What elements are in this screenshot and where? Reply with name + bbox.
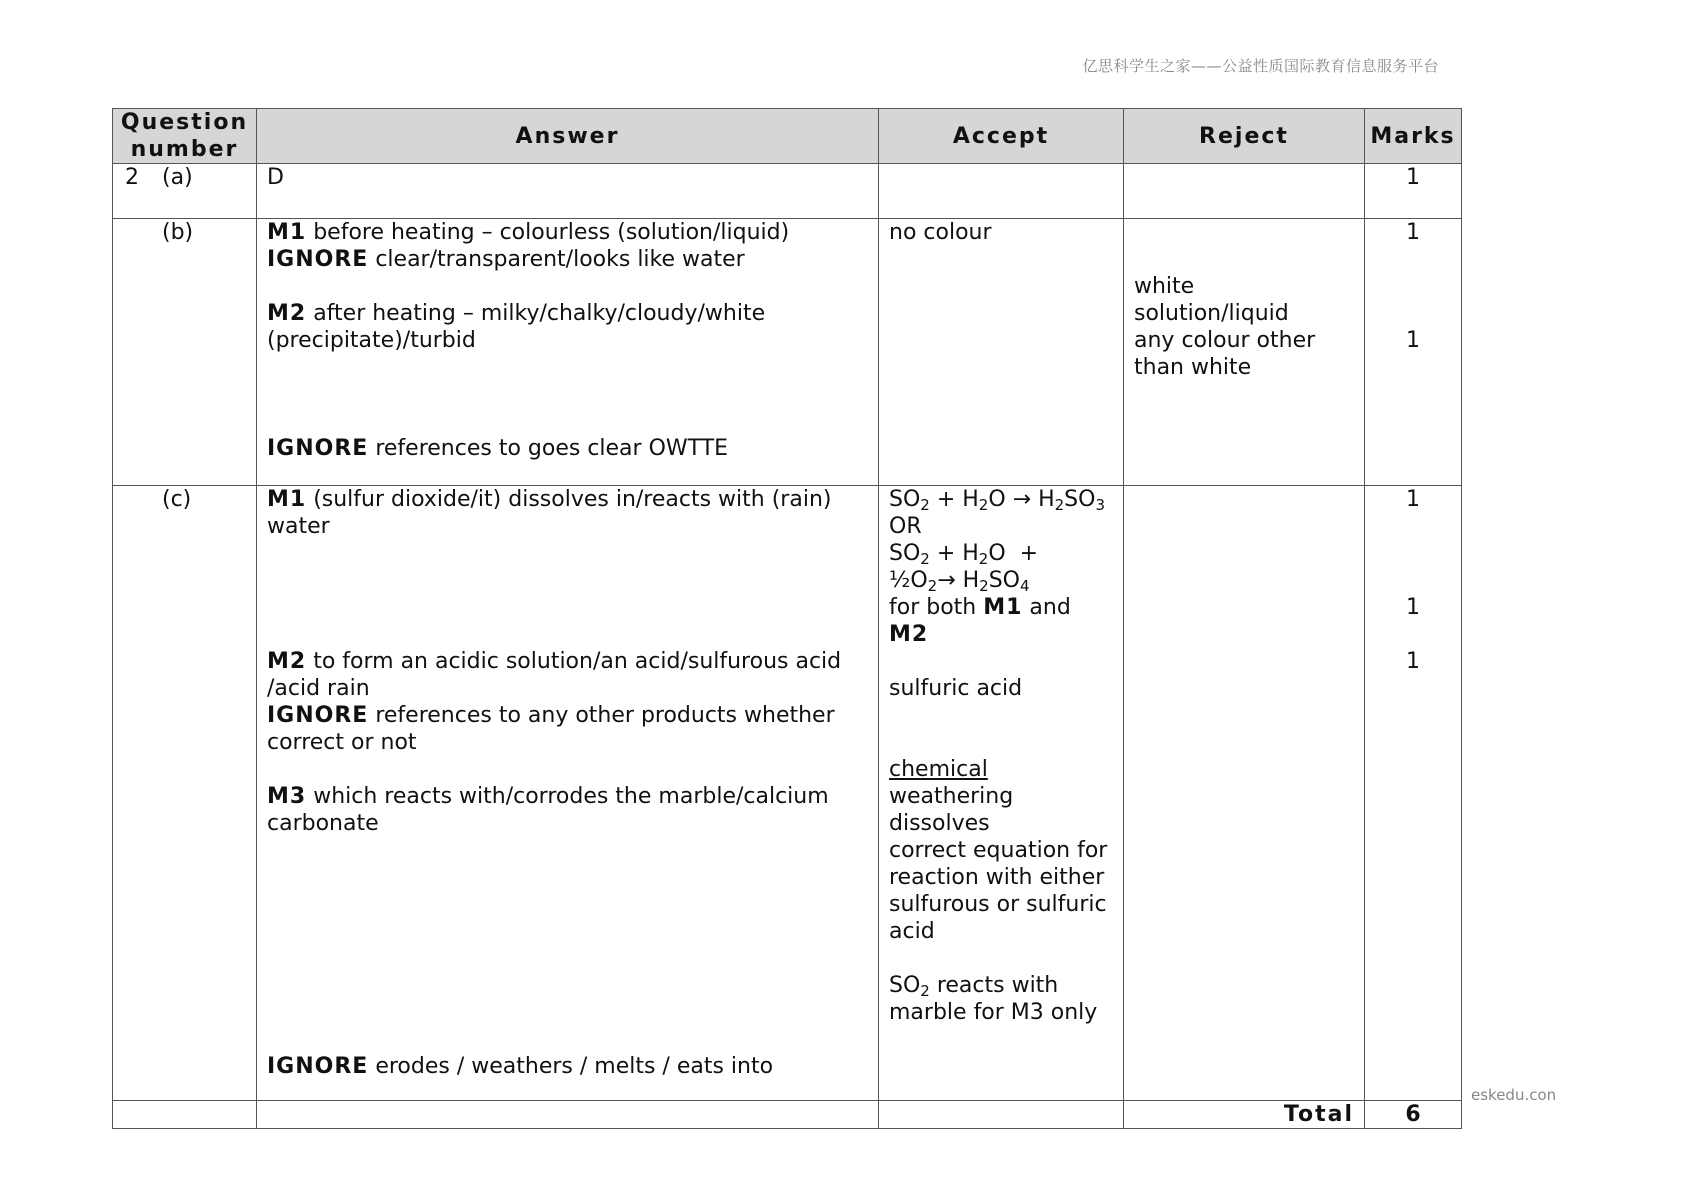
answer-line: correct or not — [267, 730, 417, 755]
mark-value: 1 — [1406, 649, 1420, 674]
header-answer: Answer — [257, 109, 879, 164]
mark-value: 1 — [1406, 220, 1420, 245]
accept-line: sulfuric acid — [889, 676, 1023, 701]
answer-line — [267, 435, 868, 462]
answer-cell-2c — [257, 486, 879, 1101]
answer-cell-2a: D — [257, 164, 879, 219]
part-label: (b) — [113, 219, 257, 486]
reject-cell-2b — [1124, 219, 1365, 486]
accept-line: $SO_2$ reacts with — [889, 973, 1059, 1000]
mark-value: 1 — [1406, 595, 1420, 620]
reject-line: solution/liquid — [1134, 301, 1289, 326]
accept-text: reacts with — [929, 973, 1059, 998]
total-empty-cell — [113, 1101, 257, 1129]
header-question-number: Question number — [113, 109, 257, 164]
answer-text: to form an acidic solution/an acid/sulfurous acid — [306, 649, 842, 674]
marker-label: M1 — [267, 220, 307, 245]
answer-line: carbonate — [267, 811, 379, 836]
total-empty-cell — [879, 1101, 1124, 1129]
accept-line: weathering — [889, 784, 1014, 809]
mark-scheme-table — [112, 108, 1462, 1129]
answer-text: before heating – colourless (solution/liquid) — [306, 220, 790, 245]
answer-line: (precipitate)/turbid — [267, 328, 476, 353]
reject-line: white — [1134, 274, 1195, 299]
reject-cell-2a — [1124, 164, 1365, 219]
ignore-label: IGNORE — [267, 703, 369, 728]
marks-cell-2a: 1 — [1365, 164, 1462, 219]
marks-cell-2c — [1365, 486, 1462, 1101]
accept-line: no colour — [889, 220, 992, 245]
question-cell-2a — [113, 164, 257, 219]
answer-line: water — [267, 514, 330, 539]
table-row-2b — [113, 219, 1462, 486]
accept-text: for both — [889, 595, 984, 620]
equation-2-part-2: $\frac{1}{2}O_2\to H_2SO_4$ — [889, 568, 1030, 595]
accept-line: reaction with either — [889, 865, 1105, 890]
reject-cell-2c — [1124, 486, 1365, 1101]
accept-line — [889, 594, 1113, 621]
answer-text: clear/transparent/looks like water — [368, 247, 745, 272]
answer-line — [267, 486, 868, 513]
equation-1: $SO_2 + H_2O \to H_2SO_3$ — [889, 487, 1105, 514]
accept-line — [889, 756, 1113, 783]
answer-text: after heating – milky/chalky/cloudy/white — [306, 301, 766, 326]
accept-cell-2a — [879, 164, 1124, 219]
header-watermark: 亿思科学生之家——公益性质国际教育信息服务平台 — [1082, 57, 1439, 75]
marker-label: M3 — [267, 784, 307, 809]
part-label: (a) — [162, 165, 193, 190]
answer-line — [267, 783, 868, 810]
header-accept: Accept — [879, 109, 1124, 164]
header-row — [113, 109, 1462, 164]
reject-line: than white — [1134, 355, 1252, 380]
total-empty-cell — [257, 1101, 879, 1129]
accept-line — [889, 621, 1113, 648]
answer-text: which reacts with/corrodes the marble/calcium — [306, 784, 829, 809]
answer-line — [267, 300, 868, 327]
total-row — [113, 1101, 1462, 1129]
marker-label: M2 — [267, 649, 307, 674]
ignore-label: IGNORE — [267, 436, 369, 461]
question-number: 2 — [125, 165, 139, 190]
answer-cell-2b — [257, 219, 879, 486]
header-marks: Marks — [1365, 109, 1462, 164]
marks-cell-2b — [1365, 219, 1462, 486]
answer-text: references to goes clear OWTTE — [368, 436, 729, 461]
side-watermark: eskedu.con — [1471, 1086, 1557, 1104]
answer-text: (sulfur dioxide/it) dissolves in/reacts with (rain) — [306, 487, 832, 512]
answer-line — [267, 246, 868, 273]
accept-cell-2c — [879, 486, 1124, 1101]
answer-line — [267, 702, 868, 729]
marker-label: M2 — [267, 301, 307, 326]
ignore-label: IGNORE — [267, 1054, 369, 1079]
answer-line — [267, 1053, 868, 1080]
header-reject: Reject — [1124, 109, 1365, 164]
reject-line: any colour other — [1134, 328, 1316, 353]
accept-cell-2b — [879, 219, 1124, 486]
accept-line: OR — [889, 514, 922, 539]
accept-line: marble for M3 only — [889, 1000, 1098, 1025]
table-row-2a — [113, 164, 1462, 219]
accept-line: acid — [889, 919, 935, 944]
answer-text: erodes / weathers / melts / eats into — [368, 1054, 774, 1079]
underlined-text: chemical — [889, 757, 988, 782]
total-label: Total — [1124, 1101, 1365, 1129]
accept-line: correct equation for — [889, 838, 1108, 863]
marker-label: M1 — [267, 487, 307, 512]
answer-line — [267, 219, 868, 246]
answer-text: references to any other products whether — [368, 703, 835, 728]
answer-line — [267, 648, 868, 675]
mark-value: 1 — [1406, 487, 1420, 512]
table-row-2c — [113, 486, 1462, 1101]
total-value: 6 — [1365, 1101, 1462, 1129]
equation-2-part-1: $SO_2 + H_2O$ + — [889, 541, 1039, 568]
accept-line: dissolves — [889, 811, 990, 836]
accept-line: sulfurous or sulfuric — [889, 892, 1107, 917]
marker-label: M2 — [889, 622, 929, 647]
accept-text: and — [1022, 595, 1071, 620]
part-label: (c) — [113, 486, 257, 1101]
mark-value: 1 — [1406, 328, 1420, 353]
answer-line: /acid rain — [267, 676, 370, 701]
marker-label: M1 — [983, 595, 1023, 620]
ignore-label: IGNORE — [267, 247, 369, 272]
